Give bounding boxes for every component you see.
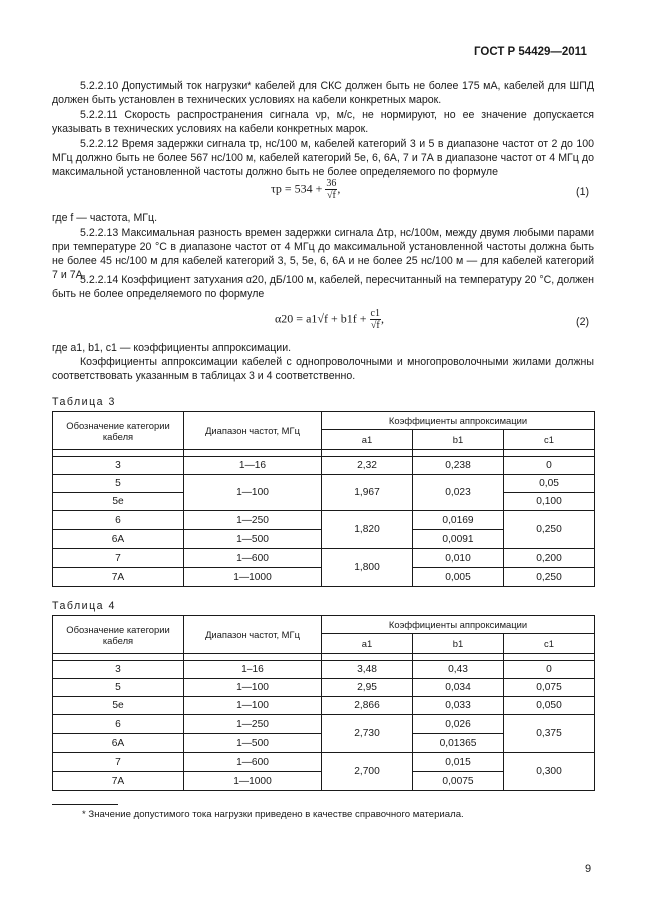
table-4-spacer-row [53,654,595,661]
formula-2-number: (2) [576,316,589,328]
table-4-header-a: a1 [322,634,413,654]
standard-header: ГОСТ Р 54429—2011 [474,46,587,58]
paragraph-5-2-2-12: 5.2.2.12 Время задержки сигнала τр, нс/100 м, кабелей категорий 3 и 5 в диапазоне частот от 2 до 100 МГц должно быть не более 567 нс/100 м, кабелей категорий 5е, 6, 6А, 7 и 7А в диапазоне частот от 4 МГц до максимальной установленной частоты должно быть не более определяемого по формуле [52,138,594,178]
table-3 [52,411,595,587]
table-row: 6 1—250 2,730 0,026 0,375 [53,715,595,734]
table-row: 7А 1—1000 0,0075 [53,772,595,791]
table-row: 7А 1—1000 0,005 0,250 [53,568,595,587]
table-3-header-b: b1 [413,430,504,450]
table-row: 7 1—600 2,700 0,015 0,300 [53,753,595,772]
formula-2: α20 = a1√f + b1f + $\frac{c1}{√f}$ , [275,308,384,331]
formula-1-number: (1) [576,186,589,198]
table-row: 5е 1—100 2,866 0,033 0,050 [53,697,595,715]
table-row: 3 1–16 3,48 0,43 0 [53,661,595,679]
table-row: 6А 1—500 0,01365 [53,734,595,753]
table-row: 6 1—250 1,820 0,0169 0,250 [53,511,595,530]
paragraph-5-2-2-13: 5.2.2.13 Максимальная разность времен задержки сигнала Δτр, нс/100м, между двумя любыми парами при температуре 20 °С в диапазоне частот от 4 МГц до максимальной установленной частоты должна быть не более 45 нс/100 м для кабелей категорий 3, 5, 5е, 6, 6А и не более 25 нс/100 м — для кабелей категорий 7 и 7А. [52,227,594,281]
table-row: 5 1—100 2,95 0,034 0,075 [53,679,595,697]
table-row: 5е 0,100 [53,493,595,511]
coefficients-note: Коэффициенты аппроксимации кабелей с однопроволочными и многопроволочными жилами должны соответствовать указанным в таблицах 3 и 4 соответственно. [52,356,594,382]
table-4-header-c: c1 [504,634,595,654]
table-row: 5 1—100 1,967 0,023 0,05 [53,475,595,493]
where-f-line: где f — частота, МГц. [52,212,158,224]
table-3-header-c: c1 [504,430,595,450]
table-3-spacer-row [53,450,595,457]
table-row: 3 1—16 2,32 0,238 0 [53,457,595,475]
formula-1-fraction: $\frac{36}{√f}$ [326,178,337,201]
table-4-header-range: Диапазон частот, МГц [184,616,322,654]
table-4 [52,615,595,791]
table-3-caption: Таблица 3 [52,396,116,408]
formula-2-fraction: $\frac{c1}{√f}$ [370,308,380,331]
table-4-header-category: Обозначение категории кабеля [53,616,184,654]
table-3-header-category: Обозначение категории кабеля [53,412,184,450]
paragraph-5-2-2-10: 5.2.2.10 Допустимый ток нагрузки* кабелей для СКС должен быть не более 175 мА, кабелей для ШПД должен быть установлен в технических условиях на кабели конкретных марок. [52,80,594,106]
footnote-divider [52,804,118,805]
where-coefficients-line: где a1, b1, c1 — коэффициенты аппроксимации. [52,342,292,354]
footnote: * Значение допустимого тока нагрузки приведено в качестве справочного материала. [82,809,464,820]
page-number: 9 [585,863,592,875]
table-4-header-coefficients: Коэффициенты аппроксимации [322,616,595,634]
paragraph-5-2-2-14: 5.2.2.14 Коэффициент затухания α20, дБ/100 м, кабелей, пересчитанный на температуру 20 °С, должен быть не более определяемого по формуле [52,274,594,300]
table-3-header-range: Диапазон частот, МГц [184,412,322,450]
table-3-header-coefficients: Коэффициенты аппроксимации [322,412,595,430]
table-row: 6А 1—500 0,0091 [53,530,595,549]
table-3-header-a: a1 [322,430,413,450]
table-4-header-b: b1 [413,634,504,654]
paragraph-5-2-2-11: 5.2.2.11 Скорость распространения сигнала νр, м/с, не нормируют, но ее значение допускается указывать в технических условиях на кабели конкретных марок. [52,109,594,135]
table-4-caption: Таблица 4 [52,600,116,612]
formula-1: τр = 534 + $\frac{36}{√f}$ , [271,178,341,201]
table-row: 7 1—600 1,800 0,010 0,200 [53,549,595,568]
